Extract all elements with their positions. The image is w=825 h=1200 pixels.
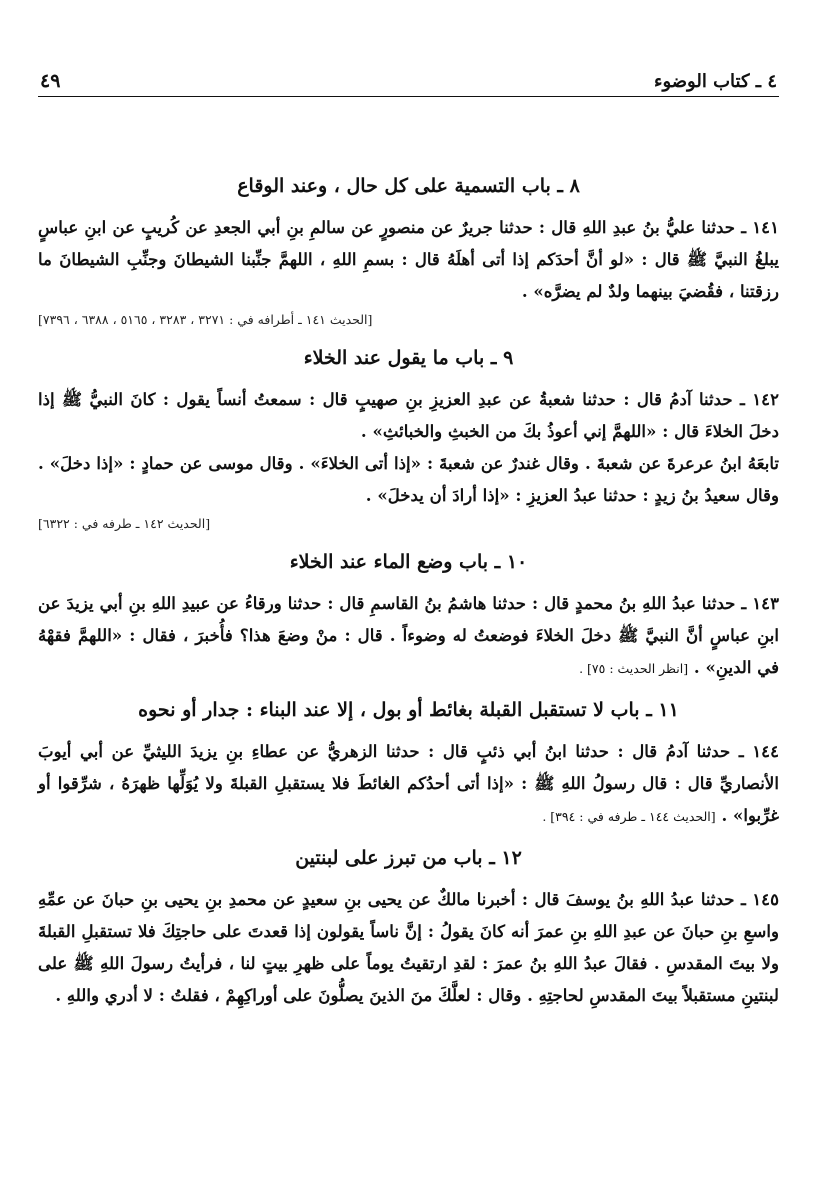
chapter-section bbox=[38, 697, 779, 833]
hadith-paragraph: ١٤١ ـ حدثنا عليُّ بنُ عبدِ اللهِ قال : حدثنا جريرٌ عن منصورٍ عن سالمِ بنِ أبي الجعدِ عن كُريبٍ عن ابنِ عباسٍ يبلغُ النبيَّ ﷺ قال : «لو أنَّ أحدَكم إذا أتى أهلَهُ قال : بسمِ اللهِ ، اللهمَّ جنِّبنا الشيطانَ وجنِّبِ الشيطانَ ما رزقتنا ، فقُضيَ بينهما ولدٌ لم يضرَّه» . bbox=[38, 217, 779, 301]
hadith-text bbox=[38, 211, 779, 307]
hadith-paragraph: ١٤٢ ـ حدثنا آدمُ قال : حدثنا شعبةُ عن عبدِ العزيزِ بنِ صهيبٍ قال : سمعتُ أنساً يقول : كانَ النبيُّ ﷺ إذا دخلَ الخلاءَ قال : «اللهمَّ إني أعوذُ بكَ من الخبثِ والخبائثِ» . bbox=[38, 389, 779, 441]
cross-reference-note: [الحديث ١٤٢ ـ طرفه في : ٦٣٢٢] bbox=[38, 516, 211, 531]
hadith-text bbox=[38, 735, 779, 833]
hadith-paragraph bbox=[38, 587, 779, 685]
chapter-section bbox=[38, 549, 779, 685]
page-body bbox=[38, 97, 779, 1011]
cross-reference-note: [الحديث ١٤٤ ـ طرفه في : ٣٩٤] . bbox=[542, 809, 716, 824]
chapter-heading: ١٠ ـ باب وضع الماء عند الخلاء bbox=[289, 551, 528, 573]
hadith-text bbox=[38, 383, 779, 511]
page-number: ٤٩ bbox=[40, 70, 61, 92]
page-header bbox=[38, 62, 779, 97]
chapter-section bbox=[38, 173, 779, 331]
hadith-body: ١٤٤ ـ حدثنا آدمُ قال : حدثنا ابنُ أبي ذئبٍ قال : حدثنا الزهريُّ عن عطاءِ بنِ يزيدَ الليثيِّ عن أبي أيوبَ الأنصاريِّ قال : قال رسولُ اللهِ ﷺ : «إذا أتى أحدُكم الغائطَ فلا يستقبلِ القبلةَ ولا يُوَلِّها ظهرَهُ ، شرِّقوا أو غرِّبوا» . bbox=[38, 741, 779, 825]
hadith-follow-up: تابعَهُ ابنُ عرعرةَ عن شعبةَ . وقال غندرٌ عن شعبةَ : «إذا أتى الخلاءَ» . وقال موسى عن حمادٍ : «إذا دخلَ» . وقال سعيدُ بنُ زيدٍ : حدثنا عبدُ العزيزِ : «إذا أرادَ أن يدخلَ» . bbox=[38, 453, 779, 505]
chapter-section bbox=[38, 845, 779, 1011]
cross-reference-note: [الحديث ١٤١ ـ أطرافه في : ٣٢٧١ ، ٣٢٨٣ ، ٥١٦٥ ، ٦٣٨٨ ، ٧٣٩٦] bbox=[38, 312, 373, 327]
chapter-heading: ٩ ـ باب ما يقول عند الخلاء bbox=[303, 347, 514, 369]
hadith-text bbox=[38, 587, 779, 685]
chapter-heading: ١٢ ـ باب من تبرز على لبنتين bbox=[295, 847, 522, 869]
chapter-heading: ٨ ـ باب التسمية على كل حال ، وعند الوقاع bbox=[237, 175, 580, 197]
hadith-body: ١٤٣ ـ حدثنا عبدُ اللهِ بنُ محمدٍ قال : حدثنا هاشمُ بنُ القاسمِ قال : حدثنا ورقاءُ عن عبيدِ اللهِ بنِ أبي يزيدَ عن ابنِ عباسٍ أنَّ النبيَّ ﷺ دخلَ الخلاءَ فوضعتُ له وضوءاً . قال : منْ وضعَ هذا؟ فأُخبرَ ، فقال : «اللهمَّ فقهْهُ في الدينِ» . bbox=[38, 593, 779, 677]
cross-reference-note: [انظر الحديث : ٧٥] . bbox=[579, 661, 689, 676]
running-title: ٤ ـ كتاب الوضوء bbox=[653, 71, 777, 92]
chapter-heading: ١١ ـ باب لا تستقبل القبلة بغائط أو بول ، إلا عند البناء : جدار أو نحوه bbox=[138, 699, 679, 721]
hadith-text bbox=[38, 883, 779, 1011]
hadith-paragraph: ١٤٥ ـ حدثنا عبدُ اللهِ بنُ يوسفَ قال : أخبرنا مالكٌ عن يحيى بنِ سعيدٍ عن محمدِ بنِ يحيى بنِ حبانَ عن عمِّهِ واسعِ بنِ حبانَ عن عبدِ اللهِ بنِ عمرَ أنه كانَ يقولُ : إنَّ ناساً يقولون إذا قعدتَ على حاجتِكَ فلا تستقبلِ القبلةَ ولا بيتَ المقدسِ . فقالَ عبدُ اللهِ بنُ عمرَ : لقدِ ارتقيتُ يوماً على ظهرِ بيتٍ لنا ، فرأيتُ رسولَ اللهِ ﷺ على لبنتينِ مستقبلاً بيتَ المقدسِ لحاجتِهِ . وقال : لعلَّكَ منَ الذينَ يصلُّونَ على أوراكِهِمْ ، فقلتُ : لا أدري واللهِ . bbox=[38, 889, 779, 1005]
chapter-section bbox=[38, 345, 779, 535]
hadith-paragraph bbox=[38, 735, 779, 833]
